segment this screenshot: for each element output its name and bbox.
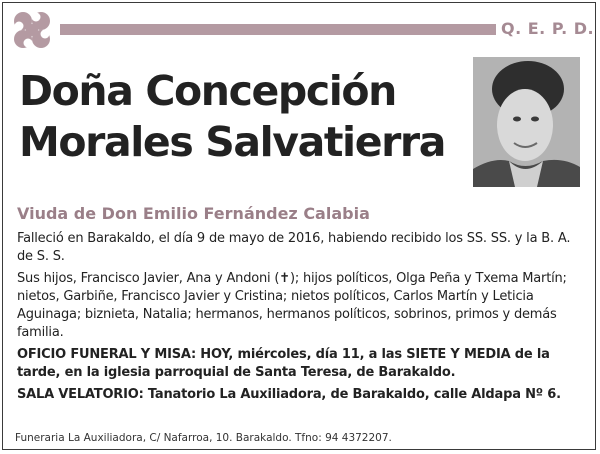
name-line-1: Doña Concepción [19, 67, 396, 115]
portrait-photo [473, 57, 580, 187]
name-line-2: Morales Salvatierra [19, 118, 446, 166]
death-paragraph: Falleció en Barakaldo, el día 9 de mayo de 2016, habiendo recibido los SS. SS. y la B. A. de S. S. [17, 231, 571, 264]
family-paragraph: Sus hijos, Francisco Javier, Ana y Andoni (✝); hijos políticos, Olga Peña y Txema Martín; nietos, Garbiñe, Francisco Javier y Cristina; nietos políticos, Carlos Martín y Leticia Aguinaga; biznieta, Natalia; hermanos, hermanos políticos, sobrinos, primos y demás familia. [17, 271, 567, 340]
lauburu-icon [10, 8, 54, 52]
deceased-name [19, 66, 459, 168]
widow-line: Viuda de Don Emilio Fernández Calabia [17, 204, 370, 223]
obituary-text [17, 230, 587, 408]
qepd-badge: Q. E. P. D. [501, 19, 595, 38]
portrait-photo-graphic [473, 57, 580, 187]
funeral-paragraph: OFICIO FUNERAL Y MISA: HOY, miércoles, día 11, a las SIETE Y MEDIA de la tarde, en la iglesia parroquial de Santa Teresa, de Barakaldo. [17, 347, 550, 380]
funeral-home-footer: Funeraria La Auxiliadora, C/ Nafarroa, 10. Barakaldo. Tfno: 94 4372207. [15, 432, 392, 444]
header-bar [60, 24, 496, 35]
wake-paragraph: SALA VELATORIO: Tanatorio La Auxiliadora, de Barakaldo, calle Aldapa Nº 6. [17, 387, 561, 402]
